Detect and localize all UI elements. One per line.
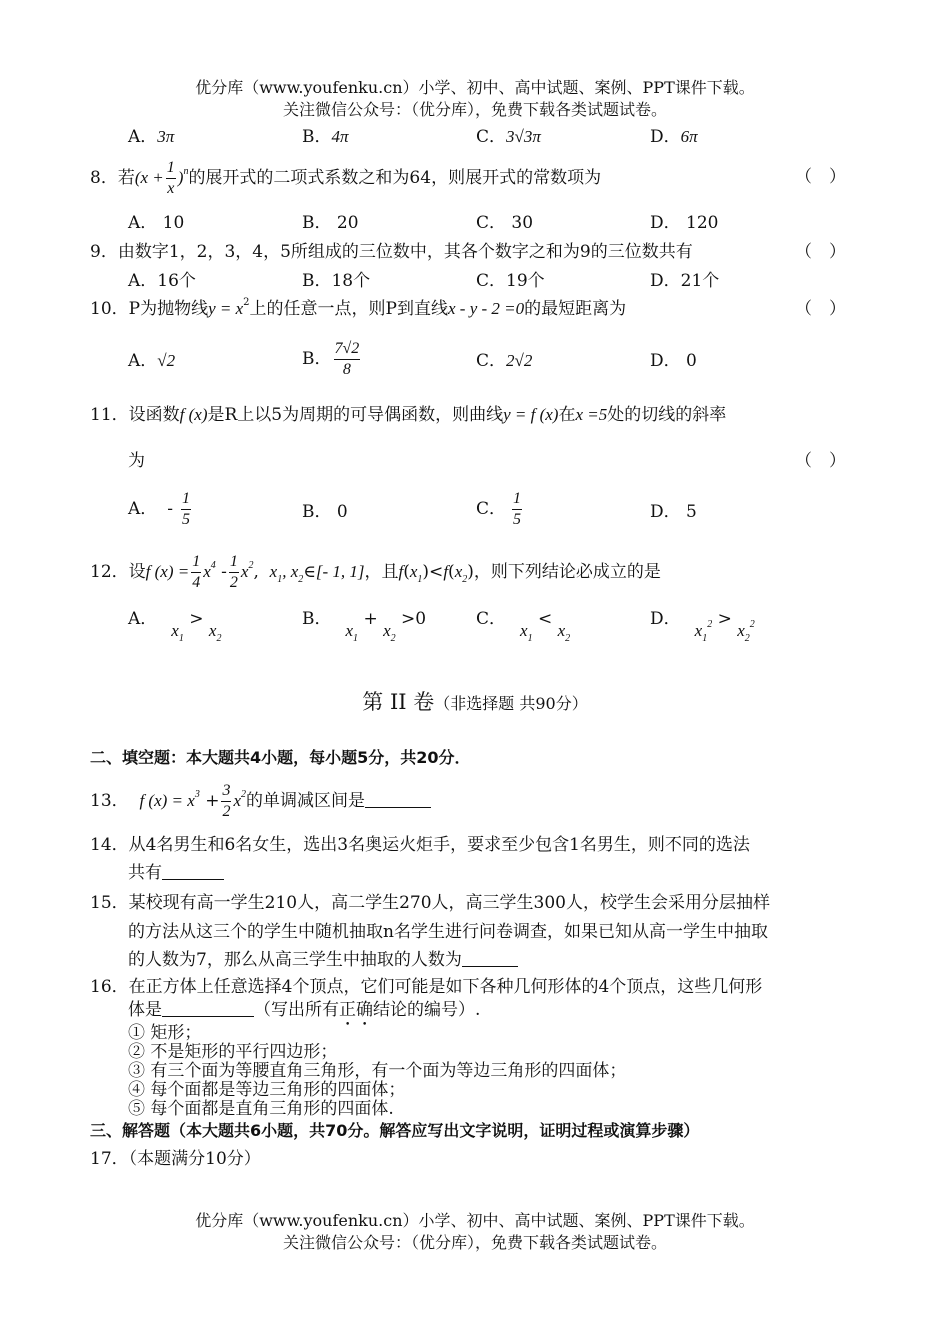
q14-line-2: 共有: [128, 858, 224, 883]
footer-line-1: 优分库（www.youfenku.cn）小学、初中、高中试题、案例、PPT课件下载。: [195, 1211, 755, 1230]
q11-option-d: D． 5: [650, 502, 697, 522]
header-line-1: 优分库（www.youfenku.cn）小学、初中、高中试题、案例、PPT课件下载。: [195, 78, 755, 97]
q15-line-2: 的方法从这三个的学生中随机抽取n名学生进行问卷调查，如果已知从高一学生中抽取: [128, 922, 768, 942]
q16-answer-blank[interactable]: [162, 999, 254, 1017]
q9-option-d: D．21个: [650, 271, 720, 291]
q16-option-3: ③ 有三个面为等腰直角三角形，有一个面为等边三角形的四面体；: [128, 1061, 627, 1081]
q12-option-b: B．$x_1 + x_2 >0$: [302, 609, 427, 644]
q7-option-d: D．6π: [650, 127, 698, 147]
part-2-title: 第 II 卷（非选择题 共90分）: [362, 690, 588, 714]
q11-option-c: C． $\frac{1}{5}$: [476, 490, 522, 528]
q12-option-a: A．$x_1 > x_2$: [128, 609, 222, 644]
q16-line-1: 16．在正方体上任意选择4个顶点，它们可能是如下各种几何形体的4个顶点，这些几何形: [90, 977, 763, 997]
q13-answer-blank[interactable]: [365, 790, 431, 808]
q9-stem: 9．由数字1，2，3，4，5所组成的三位数中，其各个数字之和为9的三位数共有: [90, 242, 693, 262]
q16-option-1: ① 矩形；: [128, 1023, 202, 1043]
q8-option-d: D． 120: [650, 213, 719, 233]
footer-line-2: 关注微信公众号：（优分库），免费下载各类试题试卷。: [282, 1233, 667, 1252]
q10-option-b: B． $\frac{7√2}{8}$: [302, 340, 360, 378]
q10-stem: 10．P为抛物线$y = x^2$上的任意一点，则P到直线x - y - 2 =0的最短距离为: [90, 297, 627, 319]
q11-stem-cont: 为: [128, 451, 145, 471]
q12-stem: 12．设f (x) = $\frac{1}{4}$ $x^4$ - $\frac{1}{2}$ $x^2$, $x_1$, $x_2\in[-$ 1, 1]，且$f(x_1)<f(x_2)$，则下列结论必成立的是: [90, 553, 661, 591]
q8-option-c: C． 30: [476, 213, 534, 233]
q12-option-c: C．$x_1 < x_2$: [476, 609, 571, 644]
q8-option-a: A． 10: [128, 213, 185, 233]
section-3-heading: 三、解答题（本大题共6小题，共70分。解答应写出文字说明，证明过程或演算步骤）: [90, 1121, 700, 1140]
q9-option-b: B．18个: [302, 271, 371, 291]
q8-option-b: B． 20: [302, 213, 359, 233]
q10-bracket: （ ）: [795, 299, 846, 319]
q15-line-1: 15．某校现有高一学生210人，高二学生270人，高三学生300人，校学生会采用分层抽样: [90, 893, 770, 913]
q7-option-a: A．3π: [128, 127, 175, 147]
question-17: 17．（本题满分10分）: [90, 1149, 261, 1169]
question-13: 13． f $(x) = x^3$ + $\frac{3}{2}$ $x^2$的单调减区间是: [90, 772, 431, 824]
q9-bracket: （ ）: [795, 242, 846, 262]
q8-bracket: （ ）: [795, 167, 846, 187]
q8-stem: 8．若(x + $\frac{1}{x}$ )$^n$的展开式的二项式系数之和为64，则展开式的常数项为: [90, 159, 602, 197]
q11-bracket: （ ）: [795, 451, 846, 471]
q7-option-c: C．3√3π: [476, 127, 541, 147]
q9-option-a: A．16个: [128, 271, 196, 291]
section-2-heading: 二、填空题：本大题共4小题，每小题5分，共20分．: [90, 748, 471, 767]
q16-line-2: 体是 （写出所有正确结论的编号）.: [128, 1000, 481, 1020]
q11-option-a: A． - $\frac{1}{5}$: [128, 490, 191, 528]
q10-option-d: D． 0: [650, 351, 697, 371]
q11-stem: 11．设函数f (x)是R上以5为周期的可导偶函数，则曲线y = f (x)在x =5处的切线的斜率: [90, 405, 727, 425]
q16-option-2: ② 不是矩形的平行四边形；: [128, 1042, 338, 1062]
header-line-2: 关注微信公众号：（优分库），免费下载各类试题试卷。: [282, 100, 667, 119]
q10-option-c: C．2√2: [476, 351, 533, 371]
q9-option-c: C．19个: [476, 271, 545, 291]
q10-option-a: A．√2: [128, 351, 176, 371]
q14-answer-blank[interactable]: [162, 862, 224, 880]
q7-option-b: B．4π: [302, 127, 349, 147]
q16-option-5: ⑤ 每个面都是直角三角形的四面体.: [128, 1099, 394, 1119]
q15-line-3: 的人数为7，那么从高三学生中抽取的人数为: [128, 945, 518, 970]
q11-option-b: B． 0: [302, 502, 348, 522]
q16-option-4: ④ 每个面都是等边三角形的四面体；: [128, 1080, 406, 1100]
q12-option-d: D．$x_1^2 > x_2^2$: [650, 609, 755, 644]
q15-answer-blank[interactable]: [462, 949, 518, 967]
q14-line-1: 14．从4名男生和6名女生，选出3名奥运火炬手，要求至少包含1名男生，则不同的选法: [90, 835, 750, 855]
